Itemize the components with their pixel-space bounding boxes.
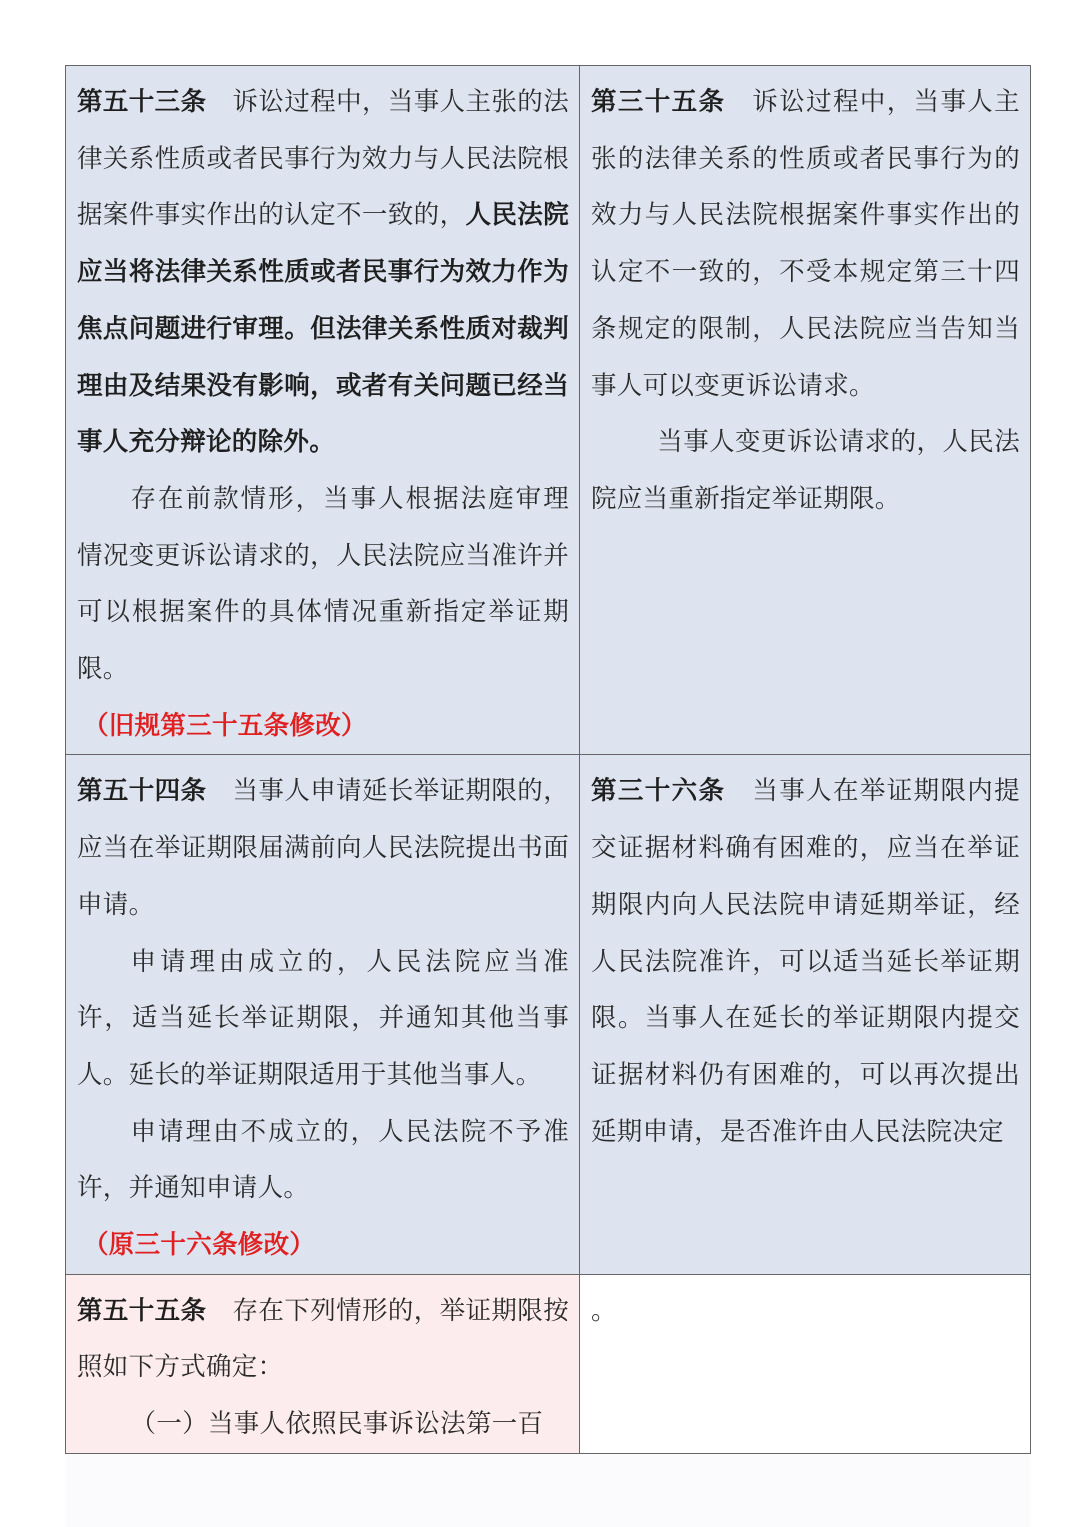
table-row [66, 1274, 1031, 1453]
article-text: 当事人在举证期限内提交证据材料确有困难的，应当在举证期限内向人民法院申请延期举证，经人民法院准许，可以适当延长举证期限。当事人在延长的举证期限内提交证据材料仍有困难的，可以再次提出延期申请，是否准许由人民法院决定 [591, 776, 1020, 1147]
old-rule-cell [580, 1274, 1031, 1453]
new-rule-cell [66, 755, 580, 1274]
article-text-bold: 人民法院应当将法律关系性质或者民事行为效力作为焦点问题进行审理。但法律关系性质对裁判理由及结果没有影响，或者有关问题已经当事人充分辩论的除外。 [77, 200, 569, 458]
article-number: 第三十六条 [591, 776, 726, 807]
table-row [66, 755, 1031, 1274]
comparison-table [65, 65, 1031, 1454]
article-text: 诉讼过程中，当事人主张的法律关系性质或者民事行为效力与人民法院根据案件事实作出的认定不一致的， [77, 87, 569, 231]
article-paragraph: 申请理由不成立的，人民法院不予准许，并通知申请人。 [77, 1116, 569, 1204]
article-paragraph: 。 [591, 1295, 617, 1326]
article-paragraph [77, 1283, 569, 1396]
article-paragraph [77, 74, 569, 471]
revision-note: （原三十六条修改） [83, 1230, 316, 1261]
article-paragraph: 当事人变更诉讼请求的，人民法院应当重新指定举证期限。 [591, 427, 1020, 514]
article-number: 第五十五条 [77, 1295, 207, 1326]
article-paragraph: （一）当事人依照民事诉讼法第一百 [130, 1409, 544, 1440]
article-number: 第三十五条 [591, 87, 726, 117]
article-paragraph [77, 763, 569, 933]
table-row [66, 66, 1031, 755]
new-rule-cell [66, 66, 580, 755]
article-paragraph [591, 763, 1020, 1160]
article-number: 第五十四条 [77, 776, 207, 807]
article-text: 当事人申请延长举证期限的，应当在举证期限届满前向人民法院提出书面申请。 [77, 776, 569, 920]
article-paragraph: 申请理由成立的，人民法院应当准许，适当延长举证期限，并通知其他当事人。延长的举证期限适用于其他当事人。 [77, 946, 569, 1090]
article-text: 存在下列情形的，举证期限按照如下方式确定： [77, 1295, 569, 1383]
article-paragraph: 存在前款情形，当事人根据法庭审理情况变更诉讼请求的，人民法院应当准许并可以根据案件的具体情况重新指定举证期限。 [77, 483, 569, 685]
revision-note: （旧规第三十五条修改） [83, 710, 367, 741]
old-rule-cell [580, 755, 1031, 1274]
old-rule-cell [580, 66, 1031, 755]
new-rule-cell [66, 1274, 580, 1453]
article-number: 第五十三条 [77, 87, 207, 117]
article-paragraph [591, 74, 1020, 414]
article-text: 诉讼过程中，当事人主张的法律关系的性质或者民事行为的效力与人民法院根据案件事实作出的认定不一致的，不受本规定第三十四条规定的限制，人民法院应当告知当事人可以变更诉讼请求。 [591, 87, 1020, 401]
